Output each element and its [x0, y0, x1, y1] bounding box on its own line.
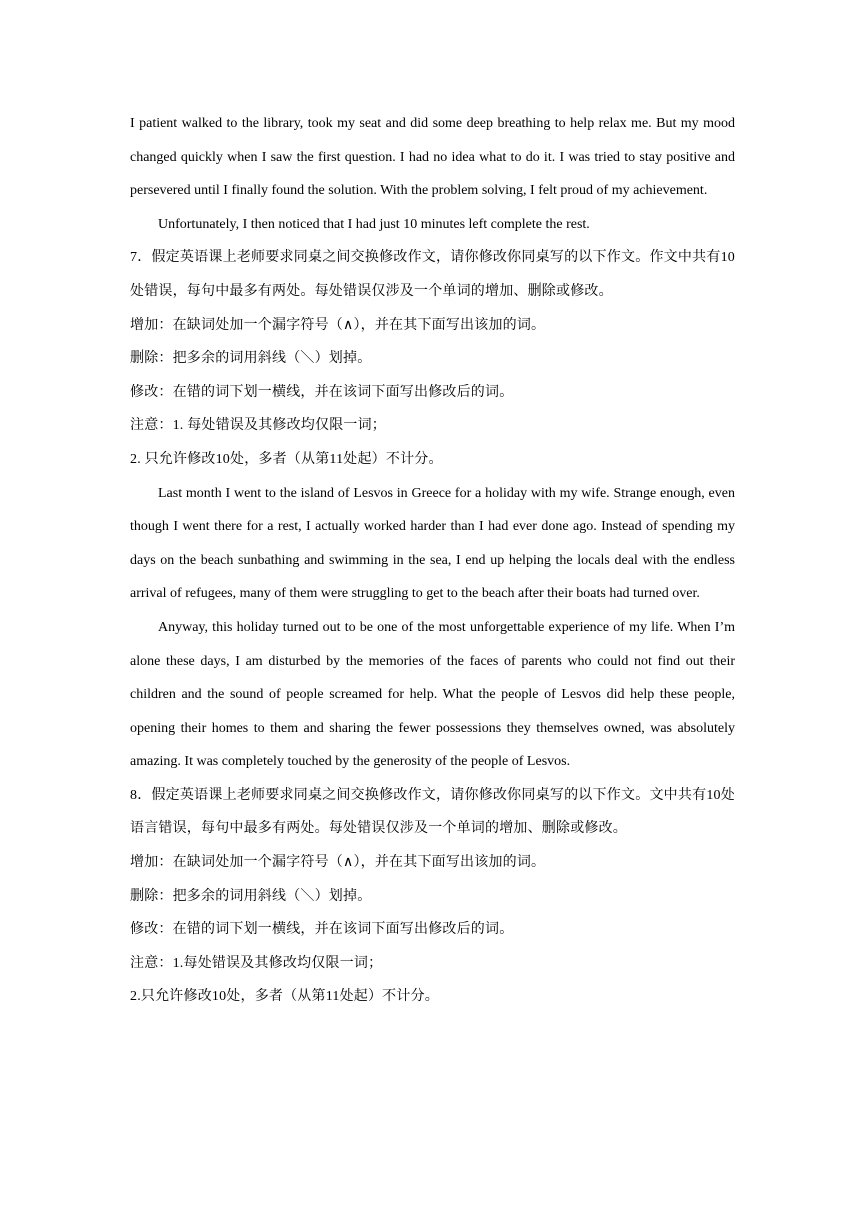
question-7-rule-delete: 删除：把多余的词用斜线（＼）划掉。	[130, 351, 372, 367]
passage-paragraph-2: Unfortunately, I then noticed that I had just 10 minutes left complete the rest.	[158, 216, 590, 232]
question-7-rule-modify: 修改：在错的词下划一横线，并在该词下面写出修改后的词。	[130, 384, 514, 400]
question-8-rule-delete: 删除：把多余的词用斜线（＼）划掉。	[130, 888, 372, 904]
document-body	[130, 107, 735, 1014]
question-8-note-2: 2.只允许修改10处，多者（从第11处起）不计分。	[130, 989, 439, 1005]
question-7-passage-paragraph-1: Last month I went to the island of Lesvos in Greece for a holiday with my wife. Strange enough, even though I went there for a rest, I actually worked harder than I had ever done ago. Instead of spending my days on the beach sunbathing and swimming in the sea, I end up helping the locals deal with the endless arrival of refugees, many of them were struggling to get to the beach after their boats had turned over.	[130, 485, 735, 602]
question-7-note-2: 2. 只允许修改10处，多者（从第11处起）不计分。	[130, 451, 443, 467]
question-8-instructions: 8．假定英语课上老师要求同桌之间交换修改作文，请你修改你同桌写的以下作文。文中共有10处语言错误，每句中最多有两处。每处错误仅涉及一个单词的增加、删除或修改。	[130, 787, 735, 837]
question-8-rule-add: 增加：在缺词处加一个漏字符号（∧），并在其下面写出该加的词。	[130, 855, 546, 871]
question-8-rule-modify: 修改：在错的词下划一横线，并在该词下面写出修改后的词。	[130, 922, 514, 938]
question-7-instructions: 7．假定英语课上老师要求同桌之间交换修改作文，请你修改你同桌写的以下作文。作文中共有10处错误，每句中最多有两处。每处错误仅涉及一个单词的增加、删除或修改。	[130, 250, 735, 299]
question-7-rule-add: 增加：在缺词处加一个漏字符号（∧），并在其下面写出该加的词。	[130, 317, 546, 333]
passage-paragraph-1: I patient walked to the library, took my seat and did some deep breathing to help relax me. But my mood changed quickly when I saw the first question. I had no idea what to do it. I was tried to stay positive and persevered until I finally found the solution. With the problem solving, I felt proud of my achievement.	[130, 116, 735, 199]
question-7-passage-paragraph-2: Anyway, this holiday turned out to be one of the most unforgettable experience of my life. When I’m alone these days, I am disturbed by the memories of the faces of parents who could not find out their children and the sound of people screamed for help. What the people of Lesvos did help these people, opening their homes to them and sharing the fewer possessions they themselves owned, was absolutely amazing. It was completely touched by the generosity of the people of Lesvos.	[130, 619, 735, 770]
question-8-note-1: 注意：1.每处错误及其修改均仅限一词；	[130, 955, 383, 971]
question-7-note-1: 注意：1. 每处错误及其修改均仅限一词；	[130, 418, 386, 434]
